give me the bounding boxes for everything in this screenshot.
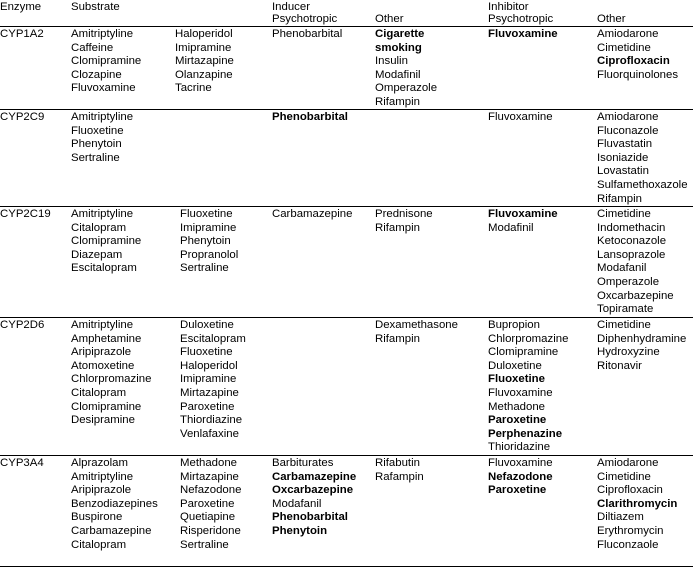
drug-name: Phenytoin: [71, 138, 122, 151]
drug-name: Fluvoxamine: [488, 111, 553, 123]
drug-name: Venlafaxine: [180, 427, 239, 440]
inducer-psychotropic-list: [272, 457, 356, 539]
inducer-other-list: [375, 457, 424, 484]
drug-name: Diphenhydramine: [597, 332, 687, 345]
drug-name: Fluvoxamine: [488, 386, 553, 399]
drug-name: Caffeine: [71, 41, 114, 54]
drug-name: Haloperidol: [175, 28, 233, 40]
drug-name: Fluconzaole: [597, 538, 659, 551]
drug-name: Nefazodone: [488, 470, 553, 483]
drug-name: Clomipramine: [488, 346, 559, 359]
enzyme-cell: CYP2C9: [0, 111, 45, 123]
drug-name: Amphetamine: [71, 332, 142, 345]
enzyme-cell: CYP2C19: [0, 208, 51, 220]
drug-name: Amiodarone: [597, 28, 659, 40]
drug-name: Cimetidine: [597, 208, 651, 220]
inhibitor-other-list: [597, 111, 688, 206]
header-inducer: Inducer: [272, 1, 310, 13]
drug-name: Atomoxetine: [71, 359, 135, 372]
drug-name: Chlorpromazine: [71, 373, 152, 386]
drug-name: Phenobarbital: [272, 28, 343, 40]
drug-name: Diazepam: [71, 248, 123, 261]
header-substrate: Substrate: [71, 1, 120, 13]
drug-name: Citalopram: [71, 538, 127, 551]
drug-name: Insulin: [375, 55, 408, 68]
drug-name: Risperidone: [180, 524, 241, 537]
inducer-other-list: [375, 319, 458, 346]
drug-name: Fluvoxamine: [71, 82, 136, 95]
drug-name: Dexamethasone: [375, 319, 458, 331]
drug-name: Fluoxetine: [180, 208, 233, 220]
drug-name: Indomethacin: [597, 221, 666, 234]
drug-name: Rifampin: [375, 332, 420, 345]
inhibitor-psychotropic-list: [488, 111, 553, 125]
drug-name: Fluvastatin: [597, 138, 653, 151]
drug-name: Tacrine: [175, 82, 212, 95]
inducer-psychotropic-list: [272, 208, 352, 222]
drug-name: Amitriptyline: [71, 208, 134, 220]
drug-name: Haloperidol: [180, 359, 238, 372]
drug-name: Topiramate: [597, 303, 654, 316]
enzyme-cell: CYP2D6: [0, 319, 45, 331]
drug-name: Ciprofloxacin: [597, 55, 670, 68]
drug-name: Ritonavir: [597, 359, 642, 372]
drug-name: Prednisone: [375, 208, 433, 220]
drug-name: Mirtazapine: [180, 386, 239, 399]
drug-name: Amitriptyline: [71, 28, 134, 40]
drug-name: Cimetidine: [597, 470, 651, 483]
substrate-list: [175, 28, 234, 96]
drug-name: Amitriptyline: [71, 319, 134, 331]
drug-name: Fluoxetine: [180, 346, 233, 359]
drug-name: Cigarette: [375, 28, 425, 40]
drug-name: Paroxetine: [180, 497, 235, 510]
substrate-list: [180, 208, 238, 276]
drug-name: Alprazolam: [71, 457, 128, 469]
drug-name: Imipramine: [175, 41, 232, 54]
inducer-other-list: [375, 208, 433, 235]
drug-name: Amiodarone: [597, 457, 659, 469]
drug-name: Paroxetine: [180, 400, 235, 413]
drug-name: Erythromycin: [597, 524, 664, 537]
inhibitor-other-list: [597, 208, 674, 317]
substrate-list: [71, 28, 141, 96]
drug-name: Barbiturates: [272, 457, 334, 469]
drug-name: Aripiprazole: [71, 346, 132, 359]
drug-name: Clomipramine: [71, 400, 142, 413]
drug-name: Mirtazapine: [180, 470, 239, 483]
drug-name: Rifampin: [375, 95, 420, 108]
drug-name: Cimetidine: [597, 319, 651, 331]
inhibitor-other-list: [597, 28, 678, 82]
drug-name: Rifabutin: [375, 457, 420, 469]
drug-name: Aripiprazole: [71, 484, 132, 497]
drug-name: Clozapine: [71, 68, 122, 81]
inhibitor-other-list: [597, 319, 686, 373]
table-row-cyp2c19: [0, 207, 693, 318]
drug-name: Buspirone: [71, 511, 123, 524]
drug-name: Sertraline: [71, 151, 120, 164]
drug-name: Duloxetine: [180, 319, 234, 331]
drug-name: Modafinil: [375, 68, 421, 81]
header-inducer-other: Other: [375, 13, 404, 25]
drug-name: Methadone: [488, 400, 545, 413]
drug-name: Propranolol: [180, 248, 239, 261]
drug-name: Cimetidine: [597, 41, 651, 54]
drug-name: Phenytoin: [180, 235, 231, 248]
drug-name: Olanzapine: [175, 68, 233, 81]
drug-name: Citalopram: [71, 221, 127, 234]
drug-name: Mirtazapine: [175, 55, 234, 68]
drug-name: Modafinil: [488, 221, 534, 234]
substrate-list: [71, 111, 133, 165]
drug-name: Citalopram: [71, 386, 127, 399]
substrate-list: [180, 319, 246, 441]
inhibitor-psychotropic-list: [488, 457, 553, 498]
drug-name: Escitalopram: [180, 332, 246, 345]
drug-name: Fluconazole: [597, 124, 659, 137]
table-row-cyp2d6: [0, 318, 693, 456]
drug-name: Imipramine: [180, 373, 237, 386]
drug-name: Phenobarbital: [272, 511, 348, 524]
substrate-list: [71, 457, 158, 552]
table-row-cyp2c9: [0, 110, 693, 207]
drug-name: Modafanil: [597, 262, 647, 275]
drug-name: Clomipramine: [71, 55, 142, 68]
inducer-psychotropic-list: [272, 111, 348, 125]
drug-name: Diltiazem: [597, 511, 644, 524]
drug-name: Paroxetine: [488, 414, 547, 427]
drug-name: Fluvoxamine: [488, 208, 558, 220]
header-inhibitor-other: Other: [597, 13, 626, 25]
drug-name: Fluvoxamine: [488, 28, 558, 40]
drug-name: Fluvoxamine: [488, 457, 553, 469]
drug-name: Escitalopram: [71, 262, 137, 275]
substrate-list: [71, 319, 151, 428]
drug-name: Oxcarbazepine: [272, 484, 354, 497]
inducer-other-list: [375, 28, 437, 110]
enzyme-cell: CYP1A2: [0, 28, 44, 40]
inhibitor-other-list: [597, 457, 677, 552]
drug-name: Hydroxyzine: [597, 346, 660, 359]
drug-name: Thioridazine: [488, 441, 551, 454]
header-inhibitor-psychotropic: Psychotropic: [488, 13, 554, 25]
drug-name: Amiodarone: [597, 111, 659, 123]
drug-name: Paroxetine: [488, 484, 547, 497]
drug-name: Benzodiazepines: [71, 497, 158, 510]
drug-name: Lansoprazole: [597, 248, 666, 261]
table-row-cyp3a4: [0, 456, 693, 567]
inducer-psychotropic-list: [272, 28, 342, 42]
drug-name: Omperazole: [597, 275, 660, 288]
drug-name: Imipramine: [180, 221, 237, 234]
drug-name: Carbamazepine: [71, 524, 152, 537]
drug-name: Clomipramine: [71, 235, 142, 248]
drug-name: Sertraline: [180, 538, 229, 551]
table-row-cyp1a2: [0, 27, 693, 110]
drug-name: Bupropion: [488, 319, 540, 331]
drug-name: Rifampin: [375, 221, 420, 234]
inhibitor-psychotropic-list: [488, 208, 558, 235]
drug-name: Desipramine: [71, 414, 135, 427]
drug-name: Modafanil: [272, 497, 322, 510]
drug-name: Fluoxetine: [488, 373, 545, 386]
header-inducer-psychotropic: Psychotropic: [272, 13, 338, 25]
drug-name: smoking: [375, 41, 422, 54]
drug-name: Fluorquinolones: [597, 68, 679, 81]
enzyme-cell: CYP3A4: [0, 457, 44, 469]
drug-name: Duloxetine: [488, 359, 542, 372]
drug-name: Sertraline: [180, 262, 229, 275]
drug-name: Clarithromycin: [597, 497, 678, 510]
drug-name: Amitriptyline: [71, 111, 134, 123]
drug-name: Rifampin: [597, 192, 642, 205]
drug-name: Phenobarbital: [272, 111, 348, 123]
drug-name: Isoniazide: [597, 151, 649, 164]
drug-name: Oxcarbazepine: [597, 289, 674, 302]
drug-name: Omperazole: [375, 82, 438, 95]
inhibitor-psychotropic-list: [488, 319, 568, 455]
substrate-list: [180, 457, 241, 552]
drug-name: Sulfamethoxazole: [597, 178, 688, 191]
drug-name: Ciprofloxacin: [597, 484, 663, 497]
header-enzyme: Enzyme: [0, 1, 42, 13]
substrate-list: [71, 208, 141, 276]
drug-name: Methadone: [180, 457, 237, 469]
drug-name: Nefazodone: [180, 484, 242, 497]
drug-name: Chlorpromazine: [488, 332, 569, 345]
drug-name: Carbamazepine: [272, 470, 357, 483]
drug-name: Quetiapine: [180, 511, 236, 524]
table-header: [0, 0, 693, 27]
drug-name: Rafampin: [375, 470, 424, 483]
drug-name: Thiordiazine: [180, 414, 243, 427]
drug-name: Phenytoin: [272, 524, 328, 537]
drug-name: Lovastatin: [597, 165, 649, 178]
drug-name: Ketoconazole: [597, 235, 667, 248]
header-inhibitor: Inhibitor: [488, 1, 529, 13]
drug-name: Fluoxetine: [71, 124, 124, 137]
drug-name: Perphenazine: [488, 427, 563, 440]
inhibitor-psychotropic-list: [488, 28, 558, 42]
drug-name: Carbamazepine: [272, 208, 353, 220]
drug-name: Amitriptyline: [71, 470, 134, 483]
